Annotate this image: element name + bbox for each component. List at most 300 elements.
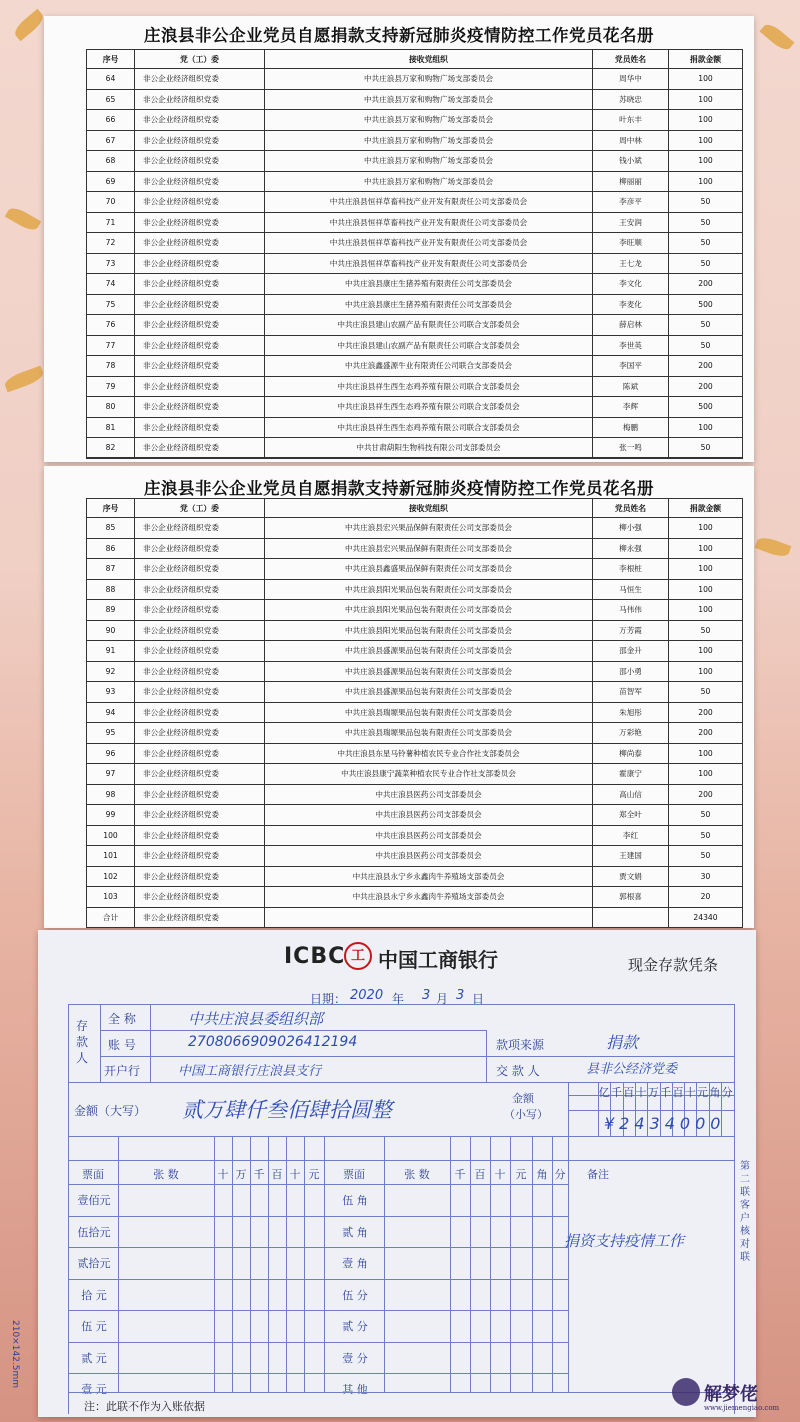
table-cell: 95: [87, 723, 135, 744]
table-cell: 96: [87, 743, 135, 764]
account-label: 账 号: [108, 1038, 136, 1052]
date-month: 3: [422, 988, 431, 1003]
table-cell: 72: [87, 233, 135, 254]
table-cell: 80: [87, 397, 135, 418]
table-cell: 朱旭彤: [593, 702, 669, 723]
table-cell: 邵金升: [593, 641, 669, 662]
table-cell: 98: [87, 784, 135, 805]
table-cell: 柳尚泰: [593, 743, 669, 764]
table-cell: 中共庄浪县鑫盛果品保鲜有限责任公司支部委员会: [265, 559, 593, 580]
cut-off-row: [86, 457, 742, 463]
table-row: [87, 233, 743, 254]
table-cell: 非公企业经济组织党委: [135, 846, 265, 867]
year-char: 年: [392, 992, 405, 1006]
footer-note: 注：此联不作为入账依据: [84, 1400, 205, 1413]
table-cell: [265, 907, 593, 928]
col-header: 接收党组织: [265, 499, 593, 518]
table-cell: 101: [87, 846, 135, 867]
table-cell: 周中林: [593, 130, 669, 151]
table-cell: 中共庄浪县医药公司支部委员会: [265, 825, 593, 846]
table-row: [87, 294, 743, 315]
table-cell: 50: [669, 253, 743, 274]
table-cell: 非公企业经济组织党委: [135, 69, 265, 90]
table-cell: 中共庄浪县康庄生猪养殖有限责任公司支部委员会: [265, 294, 593, 315]
digit-header: 分: [721, 1086, 733, 1099]
table-cell: 非公企业经济组织党委: [135, 702, 265, 723]
table-cell: 非公企业经济组织党委: [135, 682, 265, 703]
denom-col-header: 万: [235, 1168, 247, 1181]
table-cell: 90: [87, 620, 135, 641]
table-cell: 中共庄浪县医药公司支部委员会: [265, 846, 593, 867]
digit-header: 角: [709, 1086, 721, 1099]
table-cell: 100: [669, 518, 743, 539]
table-row: [87, 212, 743, 233]
table-cell: 200: [669, 274, 743, 295]
col-header: 序号: [87, 50, 135, 69]
table-row: [87, 661, 743, 682]
table-row: [87, 784, 743, 805]
table-cell: 67: [87, 130, 135, 151]
table-cell: 75: [87, 294, 135, 315]
roster-table-2: [86, 498, 743, 928]
digit-header: 千: [660, 1086, 672, 1099]
table-cell: 非公企业经济组织党委: [135, 438, 265, 459]
watermark-text: 解梦佬: [704, 1384, 758, 1405]
table-cell: 贾文娟: [593, 866, 669, 887]
table-cell: 中共庄浪县祥生西生态鸡养殖有限公司联合支部委员会: [265, 417, 593, 438]
table-row: [87, 907, 743, 928]
table-cell: 50: [669, 192, 743, 213]
table-cell: 64: [87, 69, 135, 90]
table-row: [87, 335, 743, 356]
table-cell: 92: [87, 661, 135, 682]
table-cell: 非公企业经济组织党委: [135, 866, 265, 887]
table-header-row: [87, 499, 743, 518]
digit-header: 千: [610, 1086, 622, 1099]
table-cell: 78: [87, 356, 135, 377]
table-cell: 500: [669, 294, 743, 315]
amount-figure-label-2: （小写）: [504, 1108, 548, 1121]
table-cell: 非公企业经济组织党委: [135, 417, 265, 438]
amount-words-value: 贰万肆仟叁佰肆拾圆整: [182, 1098, 392, 1122]
table-row: [87, 253, 743, 274]
table-cell: 93: [87, 682, 135, 703]
side-note: 第二联 客户核对联: [740, 1161, 750, 1263]
table-cell: 中共庄浪县永宁乡永鑫肉牛养殖场支部委员会: [265, 887, 593, 908]
table-cell: 中共庄浪县恒祥草畜科技产业开发有限责任公司支部委员会: [265, 253, 593, 274]
table-cell: 100: [669, 579, 743, 600]
table-cell: 20: [669, 887, 743, 908]
table-cell: 中共庄浪县瑞塬果品包装有限责任公司支部委员会: [265, 702, 593, 723]
table-row: [87, 89, 743, 110]
table-cell: 中共庄浪县永宁乡永鑫肉牛养殖场支部委员会: [265, 866, 593, 887]
table-cell: 李麦化: [593, 294, 669, 315]
table-cell: 中共庄浪县万家和购物广场支部委员会: [265, 171, 593, 192]
col-header: 捐款金额: [669, 50, 743, 69]
table-cell: 非公企业经济组织党委: [135, 723, 265, 744]
table-cell: 中共庄浪县阳光果品包装有限责任公司支部委员会: [265, 579, 593, 600]
table-cell: 68: [87, 151, 135, 172]
roster-sheet-2: [44, 466, 754, 928]
table-cell: 苗智军: [593, 682, 669, 703]
table-cell: 李国平: [593, 356, 669, 377]
table-row: [87, 743, 743, 764]
table-row: [87, 518, 743, 539]
table-cell: 中共庄浪县恒祥草畜科技产业开发有限责任公司支部委员会: [265, 233, 593, 254]
table-cell: 200: [669, 723, 743, 744]
table-cell: 柳小强: [593, 518, 669, 539]
table-cell: [593, 907, 669, 928]
digit-header: 亿: [598, 1086, 610, 1099]
table-row: [87, 620, 743, 641]
table-row: [87, 315, 743, 336]
denom-col-header: 张 数: [404, 1168, 430, 1181]
table-cell: 99: [87, 805, 135, 826]
table-row: [87, 171, 743, 192]
table-cell: 中共庄浪县盛源果品包装有限责任公司支部委员会: [265, 641, 593, 662]
table-row: [87, 110, 743, 131]
table-cell: 梅鹏: [593, 417, 669, 438]
table-cell: 50: [669, 682, 743, 703]
denom-left: 贰拾元: [77, 1257, 111, 1270]
date-label: 日期：: [310, 992, 347, 1006]
denom-col-header: 票面: [82, 1168, 104, 1181]
table-cell: 中共庄浪县建山农副产品有限责任公司联合支部委员会: [265, 315, 593, 336]
table-cell: 万芳霞: [593, 620, 669, 641]
table-cell: 81: [87, 417, 135, 438]
table-cell: 非公企业经济组织党委: [135, 887, 265, 908]
table-cell: 71: [87, 212, 135, 233]
table-cell: 中共庄浪县东星马铃薯种植农民专业合作社支部委员会: [265, 743, 593, 764]
table-cell: 非公企业经济组织党委: [135, 620, 265, 641]
deposit-slip: [10, 930, 756, 1417]
watermark-logo-icon: [672, 1378, 700, 1406]
table-cell: 叶东丰: [593, 110, 669, 131]
denom-col-header: 分: [554, 1168, 566, 1181]
table-cell: 87: [87, 559, 135, 580]
table-cell: 50: [669, 846, 743, 867]
digit-header: 元: [697, 1086, 709, 1099]
table-cell: 100: [669, 764, 743, 785]
denom-left: 拾 元: [81, 1288, 107, 1302]
date-day: 3: [456, 988, 465, 1003]
table-row: [87, 130, 743, 151]
table-cell: 非公企业经济组织党委: [135, 192, 265, 213]
payer-label: 交 款 人: [496, 1064, 540, 1078]
table-cell: 50: [669, 620, 743, 641]
table-cell: 86: [87, 538, 135, 559]
denom-right: 伍 分: [342, 1288, 368, 1302]
denom-col-header: 千: [253, 1168, 265, 1181]
denom-left: 伍 元: [81, 1320, 107, 1333]
table-cell: 霍康宁: [593, 764, 669, 785]
table-row: [87, 192, 743, 213]
table-cell: 郑全叶: [593, 805, 669, 826]
table-cell: 88: [87, 579, 135, 600]
table-row: [87, 151, 743, 172]
amount-words-label: 金额（大写）: [74, 1104, 147, 1118]
table-row: [87, 866, 743, 887]
table-cell: 50: [669, 825, 743, 846]
table-cell: 50: [669, 335, 743, 356]
table-row: [87, 274, 743, 295]
digit-header: 百: [623, 1086, 635, 1099]
table-cell: 100: [669, 661, 743, 682]
table-cell: 非公企业经济组织党委: [135, 907, 265, 928]
table-row: [87, 682, 743, 703]
denom-col-header: 十: [494, 1168, 506, 1181]
date-year: 2020: [350, 988, 384, 1003]
leaf-decoration: [5, 204, 41, 233]
table-cell: 中共庄浪县医药公司支部委员会: [265, 784, 593, 805]
digit-header: 十: [635, 1086, 647, 1099]
table-cell: 非公企业经济组织党委: [135, 89, 265, 110]
day-char: 日: [472, 992, 485, 1006]
source-value: 捐款: [606, 1033, 639, 1052]
month-char: 月: [436, 992, 449, 1006]
table-row: [87, 538, 743, 559]
table-cell: 非公企业经济组织党委: [135, 764, 265, 785]
full-name-value: 中共庄浪县委组织部: [188, 1010, 324, 1028]
table-cell: 非公企业经济组织党委: [135, 805, 265, 826]
table-cell: 中共庄浪县阳光果品包装有限责任公司支部委员会: [265, 620, 593, 641]
table-cell: 100: [669, 151, 743, 172]
denom-right: 贰 角: [342, 1225, 368, 1239]
table-cell: 李辉: [593, 397, 669, 418]
col-header: 党（工）委: [135, 50, 265, 69]
roster-sheet-1: [44, 16, 754, 462]
table-row: [87, 69, 743, 90]
denom-right: 壹 角: [342, 1257, 368, 1270]
table-cell: 非公企业经济组织党委: [135, 171, 265, 192]
form-title: 现金存款凭条: [628, 956, 719, 974]
digit-header: 十: [684, 1086, 696, 1099]
table-row: [87, 887, 743, 908]
denom-col-header: 百: [474, 1168, 486, 1181]
leaf-decoration: [3, 366, 45, 393]
table-cell: 76: [87, 315, 135, 336]
table-cell: 郭根喜: [593, 887, 669, 908]
bank-branch-label: 开户行: [104, 1064, 141, 1078]
table-cell: 100: [669, 538, 743, 559]
table-cell: 中共庄浪县万家和购物广场支部委员会: [265, 89, 593, 110]
amount-figure-value: ¥2434000: [604, 1114, 726, 1133]
col-header: 捐款金额: [669, 499, 743, 518]
table-cell: 100: [669, 130, 743, 151]
table-cell: 30: [669, 866, 743, 887]
table-row: [87, 641, 743, 662]
table-cell: 中共庄浪县建山农副产品有限责任公司联合支部委员会: [265, 335, 593, 356]
table-cell: 102: [87, 866, 135, 887]
denom-left: 壹佰元: [77, 1194, 111, 1207]
table-cell: 李世英: [593, 335, 669, 356]
leaf-decoration: [759, 21, 794, 54]
table-cell: 500: [669, 397, 743, 418]
table-cell: 50: [669, 233, 743, 254]
table-row: [87, 397, 743, 418]
table-cell: 非公企业经济组织党委: [135, 315, 265, 336]
table-row: [87, 702, 743, 723]
table-cell: 中共庄浪县瑞塬果品包装有限责任公司支部委员会: [265, 723, 593, 744]
table-cell: 薛启林: [593, 315, 669, 336]
roster-title: 庄浪县非公企业党员自愿捐款支持新冠肺炎疫情防控工作党员花名册: [144, 26, 654, 45]
table-row: [87, 846, 743, 867]
roster-title: 庄浪县非公企业党员自愿捐款支持新冠肺炎疫情防控工作党员花名册: [144, 479, 654, 498]
table-cell: 马恒生: [593, 579, 669, 600]
roster-table-1: [86, 49, 743, 459]
denom-right: 其 他: [342, 1383, 368, 1396]
table-cell: 97: [87, 764, 135, 785]
table-cell: 李根桩: [593, 559, 669, 580]
table-row: [87, 356, 743, 377]
table-cell: 74: [87, 274, 135, 295]
table-cell: 69: [87, 171, 135, 192]
table-cell: 中共庄浪县万家和购物广场支部委员会: [265, 110, 593, 131]
table-cell: 50: [669, 315, 743, 336]
table-cell: 苏晓忠: [593, 89, 669, 110]
table-cell: 非公企业经济组织党委: [135, 641, 265, 662]
table-cell: 91: [87, 641, 135, 662]
table-row: [87, 376, 743, 397]
table-cell: 中共庄浪县祥生西生态鸡养殖有限公司联合支部委员会: [265, 397, 593, 418]
table-cell: 103: [87, 887, 135, 908]
remark-value: 捐资支持疫情工作: [564, 1232, 685, 1250]
denom-right: 伍 角: [342, 1194, 368, 1207]
table-cell: 非公企业经济组织党委: [135, 661, 265, 682]
table-row: [87, 825, 743, 846]
denom-left: 贰 元: [81, 1351, 107, 1365]
table-row: [87, 559, 743, 580]
table-cell: 邵小勇: [593, 661, 669, 682]
spec-note: 210×142.5mm: [10, 1320, 20, 1389]
table-cell: 50: [669, 805, 743, 826]
table-cell: 66: [87, 110, 135, 131]
source-label: 款项来源: [496, 1038, 545, 1052]
table-cell: 中共庄浪鑫盛源牛业有限责任公司联合支部委员会: [265, 356, 593, 377]
table-cell: 非公企业经济组织党委: [135, 397, 265, 418]
table-cell: 100: [669, 641, 743, 662]
table-cell: 中共庄浪县康庄生猪养殖有限责任公司支部委员会: [265, 274, 593, 295]
col-header: 党员姓名: [593, 50, 669, 69]
table-cell: 王安润: [593, 212, 669, 233]
table-cell: 非公企业经济组织党委: [135, 253, 265, 274]
table-cell: 100: [669, 743, 743, 764]
bank-name: 中国工商银行: [378, 948, 498, 972]
denom-right: 贰 分: [342, 1320, 368, 1333]
account-value: 2708066909026412194: [188, 1034, 358, 1050]
table-cell: 非公企业经济组织党委: [135, 274, 265, 295]
payer-value: 县非公经济党委: [586, 1062, 678, 1077]
table-row: [87, 579, 743, 600]
table-cell: 中共庄浪县祥生西生态鸡养殖有限公司联合支部委员会: [265, 376, 593, 397]
table-cell: 70: [87, 192, 135, 213]
table-row: [87, 723, 743, 744]
digit-header: 万: [647, 1086, 659, 1099]
table-cell: 非公企业经济组织党委: [135, 294, 265, 315]
table-cell: 柳永强: [593, 538, 669, 559]
table-cell: 非公企业经济组织党委: [135, 110, 265, 131]
watermark-url: www.jiemengiao.com: [704, 1404, 780, 1412]
table-cell: 李旺顺: [593, 233, 669, 254]
denom-right: 壹 分: [342, 1351, 368, 1365]
table-cell: 非公企业经济组织党委: [135, 600, 265, 621]
table-cell: 100: [669, 559, 743, 580]
table-cell: 100: [87, 825, 135, 846]
table-cell: 柳丽丽: [593, 171, 669, 192]
col-header: 党员姓名: [593, 499, 669, 518]
col-header: 序号: [87, 499, 135, 518]
denom-col-header: 十: [289, 1168, 301, 1181]
depositor-label: 存款人: [76, 1019, 89, 1065]
table-cell: 非公企业经济组织党委: [135, 151, 265, 172]
table-cell: 非公企业经济组织党委: [135, 743, 265, 764]
table-cell: 张一鸣: [593, 438, 669, 459]
table-cell: 中共庄浪县恒祥草畜科技产业开发有限责任公司支部委员会: [265, 212, 593, 233]
denom-col-header: 元: [308, 1168, 320, 1181]
icbc-seal-icon: 工: [344, 942, 372, 970]
table-cell: 中共庄浪县万家和购物广场支部委员会: [265, 69, 593, 90]
full-name-label: 全 称: [108, 1012, 136, 1026]
table-cell: 100: [669, 110, 743, 131]
table-cell: 中共庄浪县康宁蔬菜种植农民专业合作社支部委员会: [265, 764, 593, 785]
table-row: [87, 805, 743, 826]
table-cell: 200: [669, 702, 743, 723]
table-cell: 王七龙: [593, 253, 669, 274]
icbc-logo-text: ICBC: [284, 944, 346, 969]
table-cell: 非公企业经济组织党委: [135, 233, 265, 254]
table-cell: 100: [669, 89, 743, 110]
denom-col-header: 张 数: [153, 1168, 179, 1181]
table-cell: 中共庄浪县恒祥草畜科技产业开发有限责任公司支部委员会: [265, 192, 593, 213]
table-header-row: [87, 50, 743, 69]
table-cell: 200: [669, 784, 743, 805]
table-cell: 中共庄浪县万家和购物广场支部委员会: [265, 130, 593, 151]
digit-header: 百: [672, 1086, 684, 1099]
denom-col-header: 元: [515, 1168, 527, 1181]
leaf-decoration: [755, 535, 792, 560]
table-cell: 非公企业经济组织党委: [135, 825, 265, 846]
table-cell: 中共庄浪县盛源果品包装有限责任公司支部委员会: [265, 661, 593, 682]
table-cell: 非公企业经济组织党委: [135, 559, 265, 580]
table-cell: 马伟伟: [593, 600, 669, 621]
table-cell: 非公企业经济组织党委: [135, 376, 265, 397]
denom-col-header: 票面: [343, 1168, 365, 1181]
table-row: [87, 764, 743, 785]
leaf-decoration: [11, 9, 46, 42]
table-cell: 中共庄浪县阳光果品包装有限责任公司支部委员会: [265, 600, 593, 621]
table-row: [87, 438, 743, 459]
table-row: [87, 600, 743, 621]
col-header: 接收党组织: [265, 50, 593, 69]
table-cell: 周华中: [593, 69, 669, 90]
table-cell: 钱小斌: [593, 151, 669, 172]
table-cell: 中共庄浪县盛源果品包装有限责任公司支部委员会: [265, 682, 593, 703]
table-cell: 非公企业经济组织党委: [135, 518, 265, 539]
table-cell: 非公企业经济组织党委: [135, 130, 265, 151]
table-cell: 100: [669, 600, 743, 621]
table-cell: 非公企业经济组织党委: [135, 212, 265, 233]
table-cell: 中共庄浪县医药公司支部委员会: [265, 805, 593, 826]
table-cell: 非公企业经济组织党委: [135, 335, 265, 356]
table-cell: 100: [669, 171, 743, 192]
col-header: 党（工）委: [135, 499, 265, 518]
table-cell: 非公企业经济组织党委: [135, 579, 265, 600]
table-cell: 非公企业经济组织党委: [135, 538, 265, 559]
table-cell: 李红: [593, 825, 669, 846]
table-cell: 73: [87, 253, 135, 274]
table-cell: 陈斌: [593, 376, 669, 397]
table-cell: 50: [669, 212, 743, 233]
